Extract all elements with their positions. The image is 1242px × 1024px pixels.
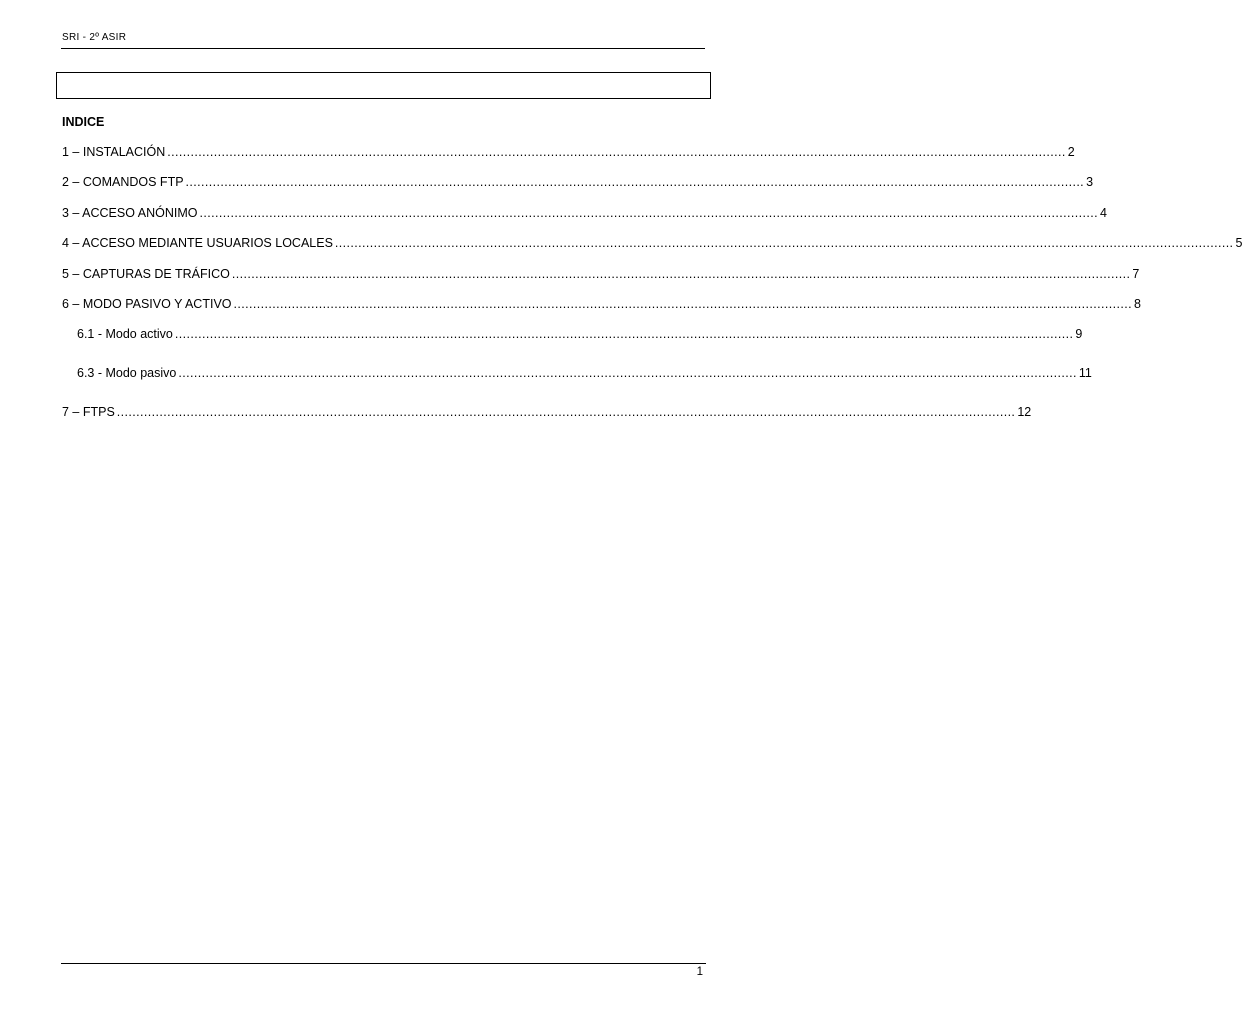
dot-leader: ........................................................................................................................................................................................................................................ (116, 405, 1016, 419)
header-text: SRI - 2º ASIR (62, 32, 127, 43)
toc-heading: INDICE (62, 115, 105, 129)
toc-entry-page: 5 (1235, 236, 1242, 250)
toc-entry-label: 2 – COMANDOS FTP (62, 175, 184, 189)
toc-entry-page: 2 (1067, 145, 1075, 159)
toc-entry-page: 7 (1132, 267, 1140, 281)
dot-leader: ........................................................................................................................................................................................................................................ (334, 236, 1234, 250)
toc-entry-page: 12 (1017, 405, 1032, 419)
toc-entry-label: 6 – MODO PASIVO Y ACTIVO (62, 297, 232, 311)
toc-entry-modo-pasivo-activo[interactable] (62, 296, 1141, 312)
dot-leader: ........................................................................................................................................................................................................................................ (174, 327, 1074, 341)
toc-entry-modo-pasivo[interactable] (77, 365, 1092, 381)
toc-entry-label: 5 – CAPTURAS DE TRÁFICO (62, 267, 230, 281)
toc-entry-usuarios-locales[interactable] (62, 235, 1242, 251)
toc-entry-acceso-anonimo[interactable] (62, 205, 1107, 221)
toc-entry-label: 4 – ACCESO MEDIANTE USUARIOS LOCALES (62, 236, 333, 250)
toc-entry-label: 7 – FTPS (62, 405, 115, 419)
dot-leader: ........................................................................................................................................................................................................................................ (233, 297, 1133, 311)
dot-leader: ........................................................................................................................................................................................................................................ (185, 175, 1085, 189)
toc-entry-ftps[interactable] (62, 404, 1032, 420)
toc-entry-capturas-trafico[interactable] (62, 266, 1140, 282)
toc-entry-label: 6.1 - Modo activo (77, 327, 173, 341)
toc-entry-page: 9 (1075, 327, 1083, 341)
toc-entry-instalacion[interactable] (62, 144, 1075, 160)
dot-leader: ........................................................................................................................................................................................................................................ (178, 366, 1077, 380)
toc-entry-page: 11 (1078, 366, 1092, 380)
title-box (56, 72, 711, 99)
dot-leader: ........................................................................................................................................................................................................................................ (199, 206, 1098, 220)
footer-page-number: 1 (696, 966, 703, 978)
toc-entry-label: 6.3 - Modo pasivo (77, 366, 177, 380)
dot-leader: ........................................................................................................................................................................................................................................ (167, 145, 1066, 159)
toc-entry-comandos-ftp[interactable] (62, 174, 1094, 190)
toc-entry-page: 8 (1134, 297, 1141, 311)
toc-entry-page: 3 (1086, 175, 1094, 189)
dot-leader: ........................................................................................................................................................................................................................................ (231, 267, 1131, 281)
toc-entry-label: 1 – INSTALACIÓN (62, 145, 166, 159)
footer-divider (61, 963, 706, 964)
toc-entry-page: 4 (1099, 206, 1107, 220)
toc-entry-modo-activo[interactable] (77, 326, 1083, 342)
page-header (61, 31, 705, 49)
toc-entry-label: 3 – ACCESO ANÓNIMO (62, 206, 198, 220)
